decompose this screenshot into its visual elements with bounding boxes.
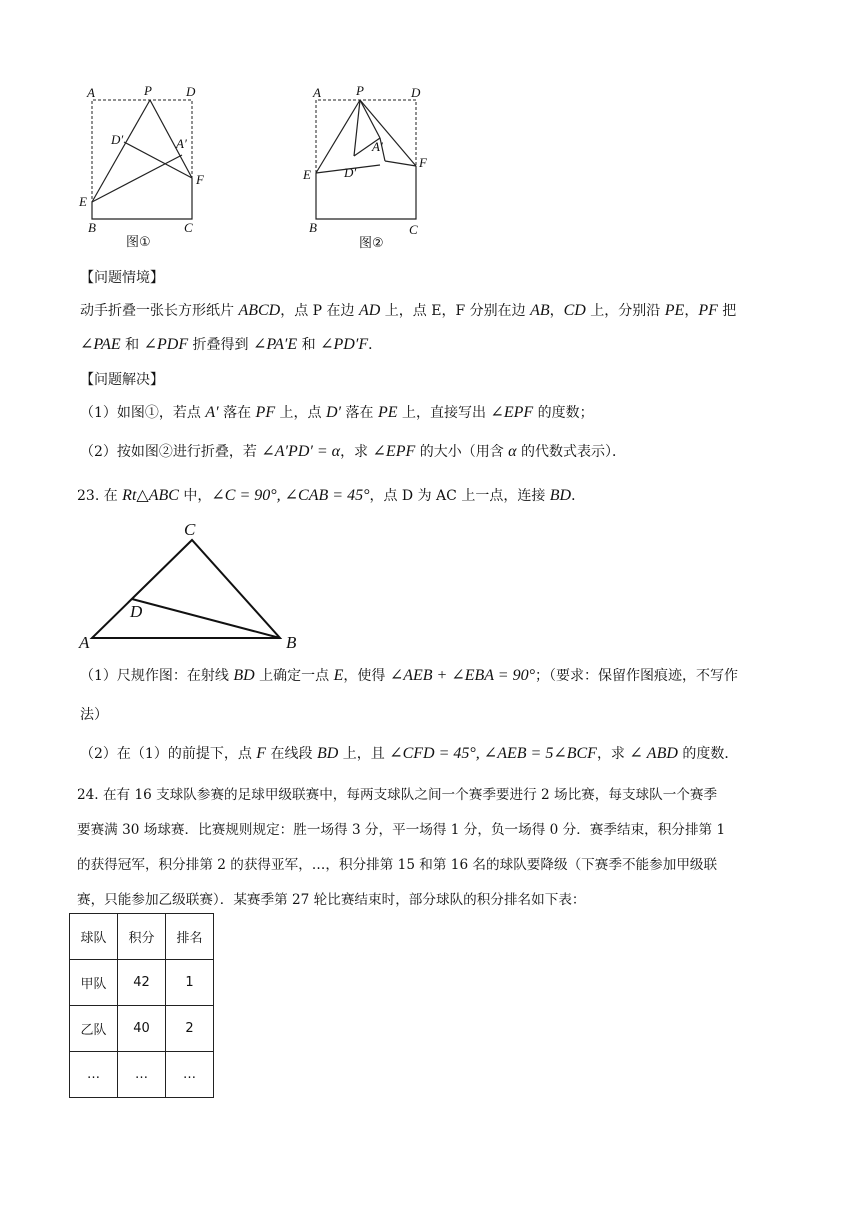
q24-line3: 的获得冠军，积分排第 2 的获得亚军，…，积分排第 15 和第 16 名的球队要降级（下赛季不能参加甲级联 [77,857,718,873]
fig1-label-e: E [79,194,87,209]
q23-part1-cont [80,705,840,725]
q22-part2 [80,442,840,462]
q24-line2: 要赛满 30 场球赛．比赛规则规定：胜一场得 3 分，平一场得 1 分，负一场得 0 分．赛季结束，积分排第 1 [77,822,726,838]
table-cell: … [118,1052,166,1098]
fig2-label-d: D [411,85,421,100]
figure-triangle [74,518,314,653]
table-header: 排名 [166,914,214,960]
fig2-label-aprime: A′ [372,139,383,154]
fig2-label-p: P [356,83,364,98]
fig1-caption: 图① [126,235,151,250]
text: 的代数式表示）． [516,444,627,460]
math: ∠EPF [490,404,534,421]
table-cell: … [70,1052,118,1098]
fig1-label-a: A [87,85,95,100]
text: ． [368,337,383,353]
standings-table [69,913,214,1098]
fig2-label-f: F [419,155,427,170]
math: ∠PA′E [253,336,298,353]
q23-part2 [80,744,840,764]
math: ABCD [238,302,281,319]
math: PF [698,302,718,319]
math: ∠CFD = 45°, ∠AEB = 5∠BCF [389,745,597,762]
fig1-label-p: P [144,83,152,98]
math: Rt△ABC [122,487,179,504]
text: （2）按如图②进行折叠，若 [80,444,262,460]
math: ∠PDF [143,336,189,353]
tri-label-a: A [79,633,90,652]
q22-part1 [80,403,840,423]
text: （1）如图①，若点 [80,405,206,421]
q24-line1: 24. 在有 16 支球队参赛的足球甲级联赛中，每两支球队之间一个赛季要进行 2 场比赛，每支球队一个赛季 [77,787,718,803]
math: α [508,443,517,460]
text: 上，直接写出 [397,405,491,421]
table-cell: 2 [166,1006,214,1052]
text: 上，且 [338,746,390,762]
text: 上，点 E，F 分别在边 [380,303,531,319]
fig1-label-aprime: A′ [176,136,187,151]
text: （2）在（1）的前提下，点 [80,746,257,762]
tri-label-c: C [184,520,196,539]
text: 法） [80,707,108,723]
text: ，求 [596,746,630,762]
math: ∠AEB + ∠EBA = 90° [389,667,535,684]
math: AB [530,302,550,319]
text: ， [549,303,564,319]
fig1-label-c: C [184,220,193,235]
fig1-label-dprime: D′ [111,132,124,147]
math: BD [233,667,255,684]
math: ∠C = 90°, ∠CAB = 45° [211,487,370,504]
text: 落在 [341,405,378,421]
math: A′ [205,404,219,421]
math: PF [255,404,276,421]
math: E [333,667,344,684]
section-heading-solution-text: 【问题解决】 [80,372,164,388]
text: 的度数． [677,746,739,762]
table-row [70,960,214,1006]
text: 折叠得到 [188,337,253,353]
tri-label-d: D [130,602,143,621]
text: （1）尺规作图：在射线 [80,668,234,684]
math: ∠PAE [80,336,121,353]
fig2-label-a: A [313,85,321,100]
math: D′ [326,404,342,421]
math: CD [563,302,586,319]
figure-1 [74,80,224,250]
fig2-label-dprime: D′ [344,165,357,180]
q23-part1 [80,666,840,686]
table-cell: 42 [118,960,166,1006]
text: 上，分别沿 [585,303,665,319]
fig2-label-c: C [409,222,418,237]
math: PE [664,302,685,319]
text: 动手折叠一张长方形纸片 [80,303,239,319]
text: ，使得 [343,668,390,684]
math: BD [549,487,572,504]
table-row [70,1006,214,1052]
table-cell: 乙队 [70,1006,118,1052]
section-heading-context-text: 【问题情境】 [80,270,164,286]
text: 和 [120,337,144,353]
tri-label-b: B [286,633,297,652]
q24-line4: 赛，只能参加乙级联赛）．某赛季第 27 轮比赛结束时，部分球队的积分排名如下表： [77,892,586,908]
text: ． [571,488,586,504]
text: 的大小（用含 [415,444,509,460]
math: BD [316,745,339,762]
table-cell: … [166,1052,214,1098]
table-cell: 40 [118,1006,166,1052]
math: ∠ ABD [629,745,678,762]
text: ，求 [340,444,373,460]
text: ，点 D 为 AC 上一点，连接 [369,488,550,504]
math: PE [377,404,398,421]
text: 和 [297,337,321,353]
table-cell: 甲队 [70,960,118,1006]
fig2-caption: 图② [359,236,384,250]
text: 上确定一点 [254,668,334,684]
fig1-label-f: F [196,172,204,187]
math: F [256,745,267,762]
table-header-row [70,914,214,960]
text: 在线段 [266,746,317,762]
section-heading-context [80,268,840,288]
text: 把 [717,303,737,319]
fig1-label-b: B [88,220,96,235]
fig2-label-e: E [303,167,311,182]
table-header: 球队 [70,914,118,960]
q22-intro-line1 [80,301,840,321]
figure-2 [298,80,448,250]
math: ∠EPF [372,443,416,460]
table-header: 积分 [118,914,166,960]
text: ，点 P 在边 [280,303,360,319]
text: ， [684,303,699,319]
fig1-label-d: D [186,84,196,99]
text: 23. 在 [77,488,123,504]
math: AD [359,302,381,319]
table-row [70,1052,214,1098]
text: ；（要求：保留作图痕迹，不写作 [534,668,738,684]
fig2-label-b: B [309,220,317,235]
text: 中， [178,488,212,504]
q23-stem [77,486,840,506]
math: ∠PD′F [320,336,369,353]
text: 的度数； [533,405,594,421]
text: 上，点 [275,405,326,421]
section-heading-solution [80,370,840,390]
math: ∠A′PD′ = α [261,443,341,460]
text: 落在 [218,405,256,421]
table-cell: 1 [166,960,214,1006]
q22-intro-line2 [80,335,840,355]
